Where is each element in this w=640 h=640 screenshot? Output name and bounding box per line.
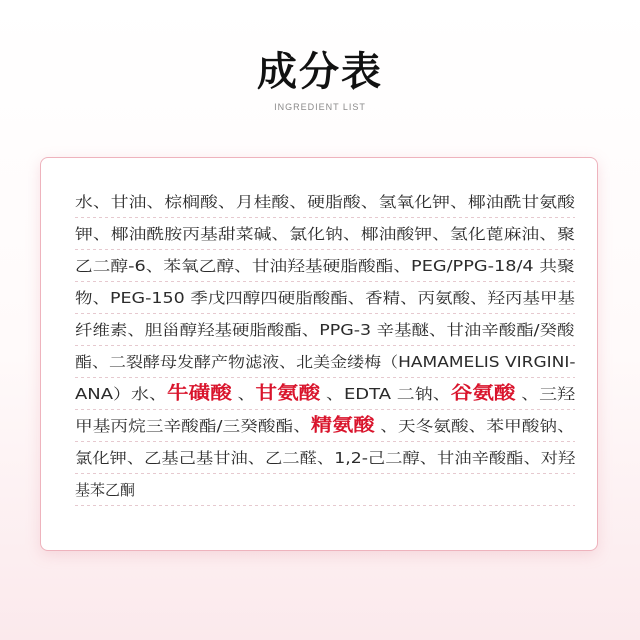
ingredient-card bbox=[40, 157, 598, 551]
ingredient-text: 乙二醇-6、苯氧乙醇、甘油羟基硬脂酸酯、PEG/PPG-18/4 共聚 bbox=[75, 257, 575, 275]
page-title: 成分表 bbox=[257, 49, 383, 95]
ingredient-text: 氯化钾、乙基己基甘油、乙二醛、1,2-己二醇、甘油辛酸酯、对羟 bbox=[75, 449, 576, 467]
ingredient-line bbox=[75, 186, 575, 218]
ingredient-line-text bbox=[75, 282, 575, 314]
ingredient-text: 甲基丙烷三辛酸酯/三癸酸酯、 bbox=[75, 417, 311, 435]
highlighted-ingredient: 甘氨酸 bbox=[255, 383, 321, 404]
ingredient-line-text bbox=[75, 218, 575, 250]
ingredient-line-text bbox=[75, 186, 575, 218]
ingredient-text: 钾、椰油酰胺丙基甜菜碱、氯化钠、椰油酸钾、氢化蓖麻油、聚 bbox=[75, 225, 576, 243]
ingredient-line-text bbox=[75, 474, 135, 506]
ingredient-text: 、 bbox=[231, 385, 256, 403]
ingredient-line bbox=[75, 250, 575, 282]
ingredient-line bbox=[75, 442, 575, 474]
ingredient-list bbox=[75, 186, 575, 506]
ingredient-line bbox=[75, 378, 575, 410]
ingredient-text: 、天冬氨酸、苯甲酸钠、 bbox=[374, 417, 575, 435]
highlighted-ingredient: 精氨酸 bbox=[310, 415, 375, 436]
ingredient-text: 酯、二裂酵母发酵产物滤液、北美金缕梅（HAMAMELIS VIRGINI- bbox=[75, 353, 576, 371]
ingredient-line-text bbox=[75, 314, 574, 346]
ingredient-line bbox=[75, 218, 575, 250]
ingredient-text: 基苯乙酮 bbox=[75, 481, 136, 499]
ingredient-line-text bbox=[75, 378, 575, 410]
ingredient-line bbox=[75, 282, 575, 314]
ingredient-text: 物、PEG-150 季戊四醇四硬脂酸酯、香精、丙氨酸、羟丙基甲基 bbox=[75, 289, 575, 307]
ingredient-text: 、三羟 bbox=[515, 385, 576, 403]
header bbox=[0, 48, 640, 112]
highlighted-ingredient: 谷氨酸 bbox=[450, 383, 516, 404]
highlighted-ingredient: 牛磺酸 bbox=[167, 383, 232, 404]
ingredient-text: ANA）水、 bbox=[75, 385, 168, 403]
ingredient-line bbox=[75, 346, 575, 378]
ingredient-line bbox=[75, 410, 575, 442]
page-subtitle: INGREDIENT LIST bbox=[274, 102, 366, 112]
ingredient-line-text bbox=[75, 442, 575, 474]
ingredient-line-text bbox=[75, 250, 575, 282]
ingredient-line-text bbox=[75, 410, 575, 442]
ingredient-text: 纤维素、胆甾醇羟基硬脂酸酯、PPG-3 辛基醚、甘油辛酸酯/癸酸 bbox=[75, 321, 575, 339]
ingredient-line bbox=[75, 314, 575, 346]
ingredient-text: 水、甘油、棕榈酸、月桂酸、硬脂酸、氢氧化钾、椰油酰甘氨酸 bbox=[75, 193, 576, 211]
ingredient-text: 、EDTA 二钠、 bbox=[320, 385, 451, 403]
ingredient-line bbox=[75, 474, 575, 506]
ingredient-line-text bbox=[75, 346, 576, 378]
